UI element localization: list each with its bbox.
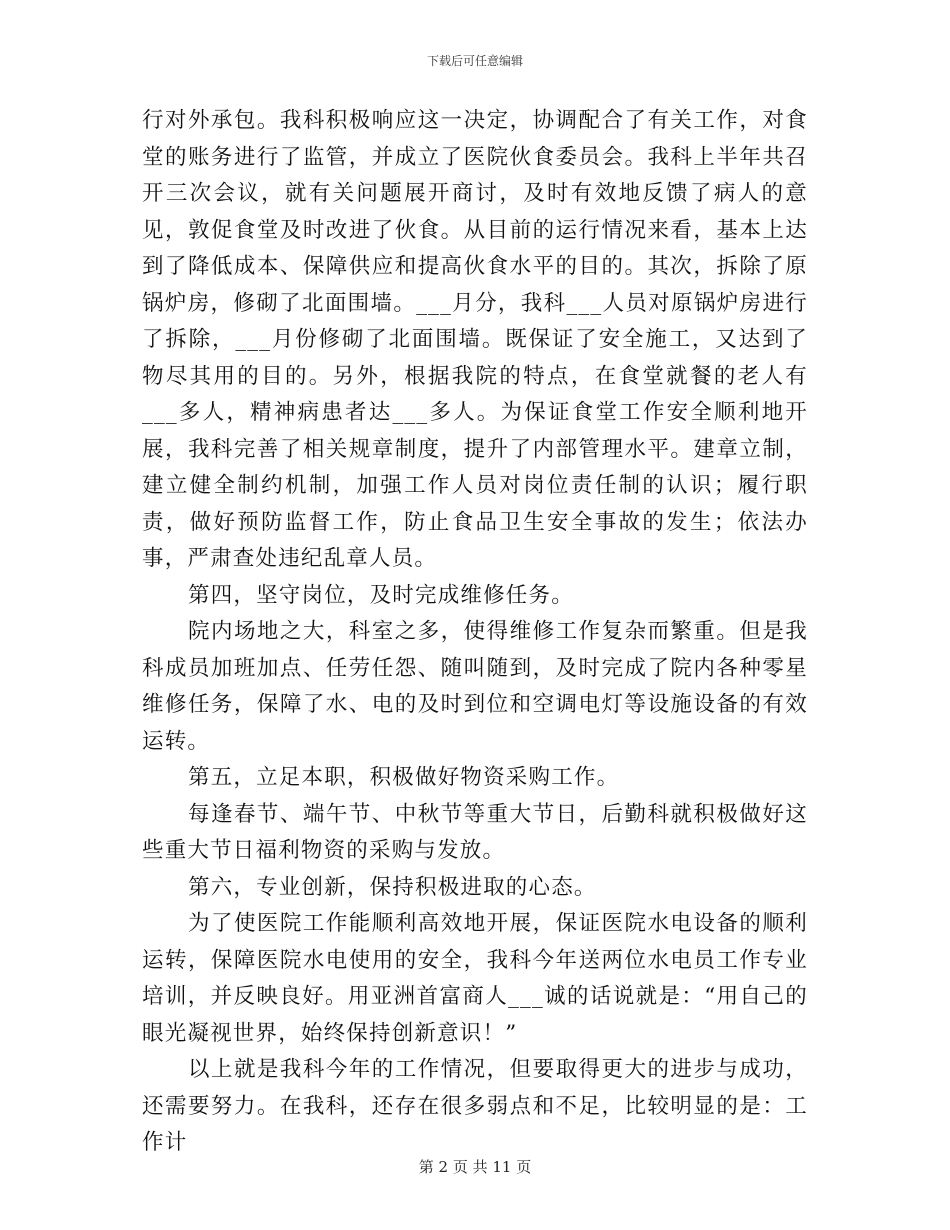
- paragraph-procurement: 每逢春节、端午节、中秋节等重大节日，后勤科就积极做好这些重大节日福利物资的采购与发放。: [142, 801, 808, 863]
- paragraph-innovation: 为了使医院工作能顺利高效地开展，保证医院水电设备的顺利运转，保障医院水电使用的安全，我科今年送两位水电员工作专业培训，并反映良好。用亚洲首富商人___诚的话说就是：“用自己的眼光凝视世界，始终保持创新意识！”: [142, 911, 808, 1046]
- page-header: 下载后可任意编辑: [426, 54, 523, 68]
- section-heading-fourth: 第四，坚守岗位，及时完成维修任务。: [188, 582, 574, 608]
- document-body: [142, 103, 808, 1162]
- paragraph-summary: 以上就是我科今年的工作情况，但要取得更大的进步与成功，还需要努力。在我科，还存在很多弱点和不足，比较明显的是：工作计: [142, 1057, 808, 1155]
- paragraph-continuation: 行对外承包。我科积极响应这一决定，协调配合了有关工作，对食堂的账务进行了监管，并成立了医院伙食委员会。我科上半年共召开三次会议，就有关问题展开商讨，及时有效地反馈了病人的意见，敦促食堂及时改进了伙食。从目前的运行情况来看，基本上达到了降低成本、保障供应和提高伙食水平的目的。其次，拆除了原锅炉房，修砌了北面围墙。___月分，我科___人员对原锅炉房进行了拆除，___月份修砌了北面围墙。既保证了安全施工，又达到了物尽其用的目的。另外，根据我院的特点，在食堂就餐的老人有___多人，精神病患者达___多人。为保证食堂工作安全顺利地开展，我科完善了相关规章制度，提升了内部管理水平。建章立制，建立健全制约机制，加强工作人员对岗位责任制的认识；履行职责，做好预防监督工作，防止食品卫生安全事故的发生；依法办事，严肃查处违纪乱章人员。: [142, 108, 808, 571]
- section-heading-sixth: 第六，专业创新，保持积极进取的心态。: [188, 874, 597, 900]
- page-number: 第 2 页 共 11 页: [418, 1158, 532, 1176]
- paragraph-maintenance: 院内场地之大，科室之多，使得维修工作复杂而繁重。但是我科成员加班加点、任劳任怨、随叫随到，及时完成了院内各种零星维修任务，保障了水、电的及时到位和空调电灯等设施设备的有效运转。: [142, 619, 808, 754]
- section-heading-fifth: 第五，立足本职，积极做好物资采购工作。: [188, 765, 620, 790]
